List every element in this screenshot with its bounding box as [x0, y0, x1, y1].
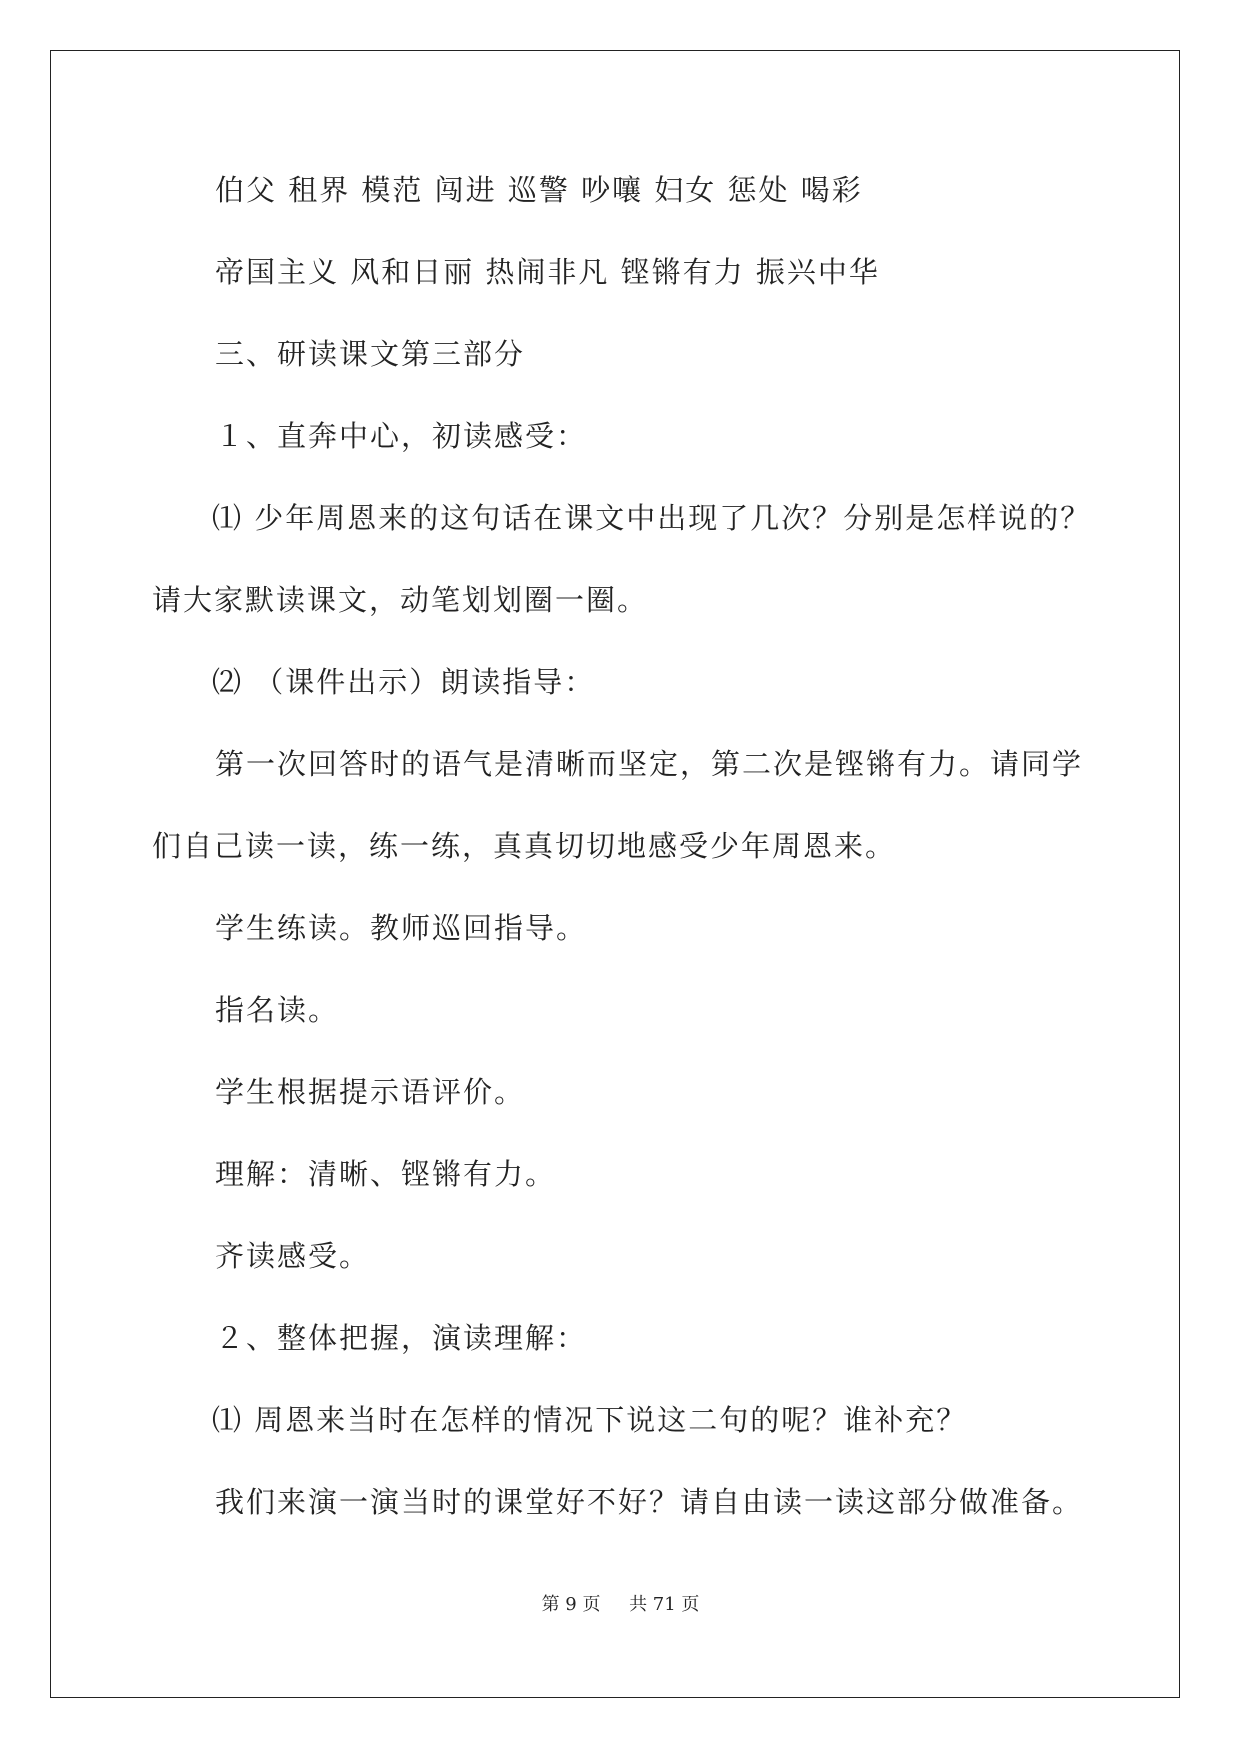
vocab-line-1: 伯父 租界 模范 闯进 巡警 吵嚷 妇女 惩处 喝彩	[215, 173, 863, 207]
vocab-line-2: 帝国主义 风和日丽 热闹非凡 铿锵有力 振兴中华	[215, 255, 880, 289]
paragraph: 学生根据提示语评价。	[215, 1075, 526, 1109]
paragraph: 理解：清晰、铿锵有力。	[215, 1157, 557, 1191]
question-1-line-2: 请大家默读课文，动笔划划圈一圈。	[152, 583, 649, 617]
question-1-line-1: ⑴ 少年周恩来的这句话在课文中出现了几次？分别是怎样说的？	[212, 501, 1092, 535]
paragraph: 我们来演一演当时的课堂好不好？请自由读一读这部分做准备。	[215, 1485, 1084, 1519]
paragraph: 指名读。	[215, 993, 340, 1027]
guidance-line-1: 第一次回答时的语气是清晰而坚定，第二次是铿锵有力。请同学	[215, 747, 1084, 781]
guidance-line-2: 们自己读一读，练一练，真真切切地感受少年周恩来。	[152, 829, 897, 863]
page-border	[50, 50, 1180, 1698]
subheading-1: １、直奔中心，初读感受：	[215, 419, 588, 453]
total-pages: 共 71 页	[629, 1594, 700, 1615]
subheading-2: ２、整体把握，演读理解：	[215, 1321, 588, 1355]
question-2: ⑵ （课件出示）朗读指导：	[212, 665, 596, 699]
page-footer	[0, 1590, 1241, 1616]
question-3: ⑴ 周恩来当时在怎样的情况下说这二句的呢？谁补充？	[212, 1403, 968, 1437]
page-number: 第 9 页	[541, 1594, 601, 1615]
paragraph: 齐读感受。	[215, 1239, 371, 1273]
section-heading: 三、研读课文第三部分	[215, 337, 526, 371]
paragraph: 学生练读。教师巡回指导。	[215, 911, 588, 945]
